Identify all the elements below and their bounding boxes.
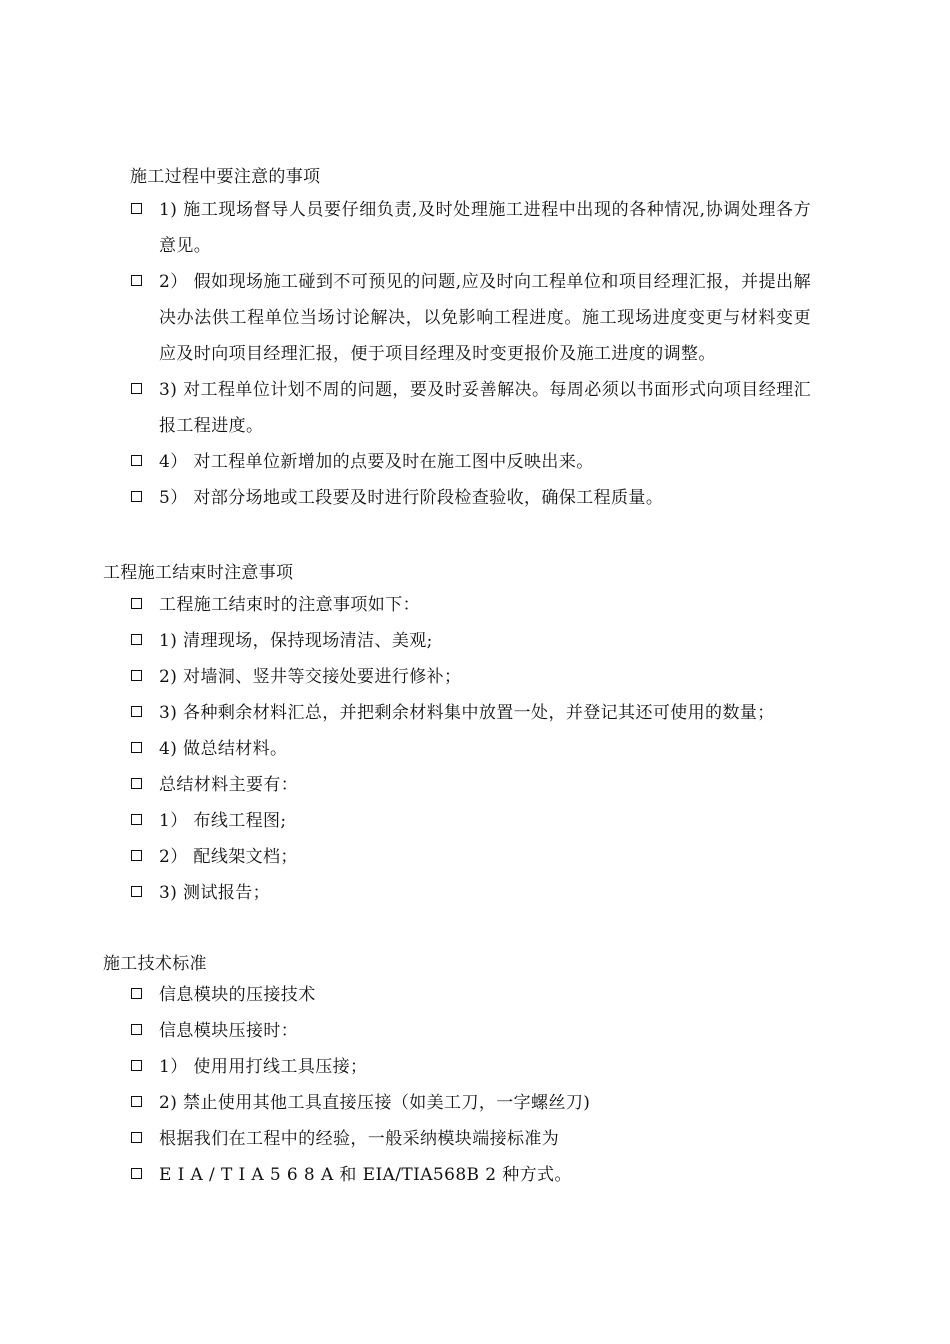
checkbox-bullet-icon <box>131 670 142 681</box>
section-heading: 工程施工结束时注意事项 <box>103 563 294 583</box>
checkbox-bullet-icon <box>131 491 142 502</box>
checkbox-bullet-icon <box>131 383 142 394</box>
list-item <box>131 587 811 623</box>
list-item-text: 1） 使用用打线工具压接； <box>159 1057 368 1077</box>
list-item-text: E I A / T I A 5 6 8 A 和 EIA/TIA568B 2 种方式。 <box>159 1165 572 1185</box>
list-item-text: 4） 对工程单位新增加的点要及时在施工图中反映出来。 <box>159 452 594 472</box>
list-item-text: 2) 禁止使用其他工具直接压接（如美工刀，一字螺丝刀) <box>159 1093 591 1113</box>
list-item-text: 2） 假如现场施工碰到不可预见的问题,应及时向工程单位和项目经理汇报，并提出解决办法供工程单位当场讨论解决，以免影响工程进度。施工现场进度变更与材料变更应及时向项目经理汇报，便于项目经理及时变更报价及施工进度的调整。 <box>159 272 811 364</box>
checkbox-bullet-icon <box>131 455 142 466</box>
list-item-text: 2） 配线架文档； <box>159 847 298 867</box>
list-item-text: 工程施工结束时的注意事项如下： <box>159 595 420 615</box>
list-item <box>131 977 811 1013</box>
list-item <box>131 767 811 803</box>
checkbox-list <box>131 977 811 1193</box>
checkbox-bullet-icon <box>131 1132 142 1143</box>
checkbox-bullet-icon <box>131 850 142 861</box>
list-item <box>131 659 811 695</box>
list-item-text: 信息模块压接时： <box>159 1021 299 1041</box>
list-item <box>131 623 811 659</box>
list-item-text: 1) 清理现场，保持现场清洁、美观; <box>159 631 433 651</box>
list-item-text: 5） 对部分场地或工段要及时进行阶段检查验收，确保工程质量。 <box>159 488 664 508</box>
list-item-text: 3) 测试报告； <box>159 883 271 903</box>
list-item <box>131 731 811 767</box>
list-item-text: 3) 对工程单位计划不周的问题，要及时妥善解决。每周必须以书面形式向项目经理汇报工程进度。 <box>159 380 811 436</box>
checkbox-bullet-icon <box>131 814 142 825</box>
checkbox-bullet-icon <box>131 778 142 789</box>
list-item-text: 信息模块的压接技术 <box>159 985 316 1005</box>
checkbox-bullet-icon <box>131 275 142 286</box>
list-item <box>131 803 811 839</box>
checkbox-bullet-icon <box>131 1060 142 1071</box>
list-item <box>131 1013 811 1049</box>
checkbox-bullet-icon <box>131 1024 142 1035</box>
list-item <box>131 264 811 372</box>
list-item <box>131 839 811 875</box>
list-item <box>131 372 811 444</box>
list-item-text: 1) 施工现场督导人员要仔细负责,及时处理施工进程中出现的各种情况,协调处理各方意见。 <box>159 200 811 256</box>
checkbox-bullet-icon <box>131 886 142 897</box>
checkbox-bullet-icon <box>131 988 142 999</box>
checkbox-bullet-icon <box>131 1096 142 1107</box>
checkbox-bullet-icon <box>131 1168 142 1179</box>
list-item <box>131 192 811 264</box>
checkbox-bullet-icon <box>131 742 142 753</box>
list-item <box>131 875 811 911</box>
list-item <box>131 480 811 516</box>
section-heading: 施工过程中要注意的事项 <box>130 167 321 187</box>
list-item-text: 2) 对墙洞、竖井等交接处要进行修补； <box>159 667 462 687</box>
list-item <box>131 1121 811 1157</box>
checkbox-list <box>131 192 811 516</box>
section-heading: 施工技术标准 <box>103 954 207 974</box>
checkbox-bullet-icon <box>131 634 142 645</box>
list-item-text: 1） 布线工程图; <box>159 811 287 831</box>
list-item-text: 4) 做总结材料。 <box>159 739 288 759</box>
list-item-text: 根据我们在工程中的经验，一般采纳模块端接标准为 <box>159 1129 560 1149</box>
list-item <box>131 444 811 480</box>
checkbox-bullet-icon <box>131 203 142 214</box>
checkbox-bullet-icon <box>131 706 142 717</box>
list-item-text: 总结材料主要有： <box>159 775 299 795</box>
checkbox-bullet-icon <box>131 598 142 609</box>
checkbox-list <box>131 587 811 911</box>
list-item-text: 3) 各种剩余材料汇总，并把剩余材料集中放置一处，并登记其还可使用的数量； <box>159 703 775 723</box>
list-item <box>131 1049 811 1085</box>
list-item <box>131 695 811 731</box>
list-item <box>131 1157 811 1193</box>
list-item <box>131 1085 811 1121</box>
